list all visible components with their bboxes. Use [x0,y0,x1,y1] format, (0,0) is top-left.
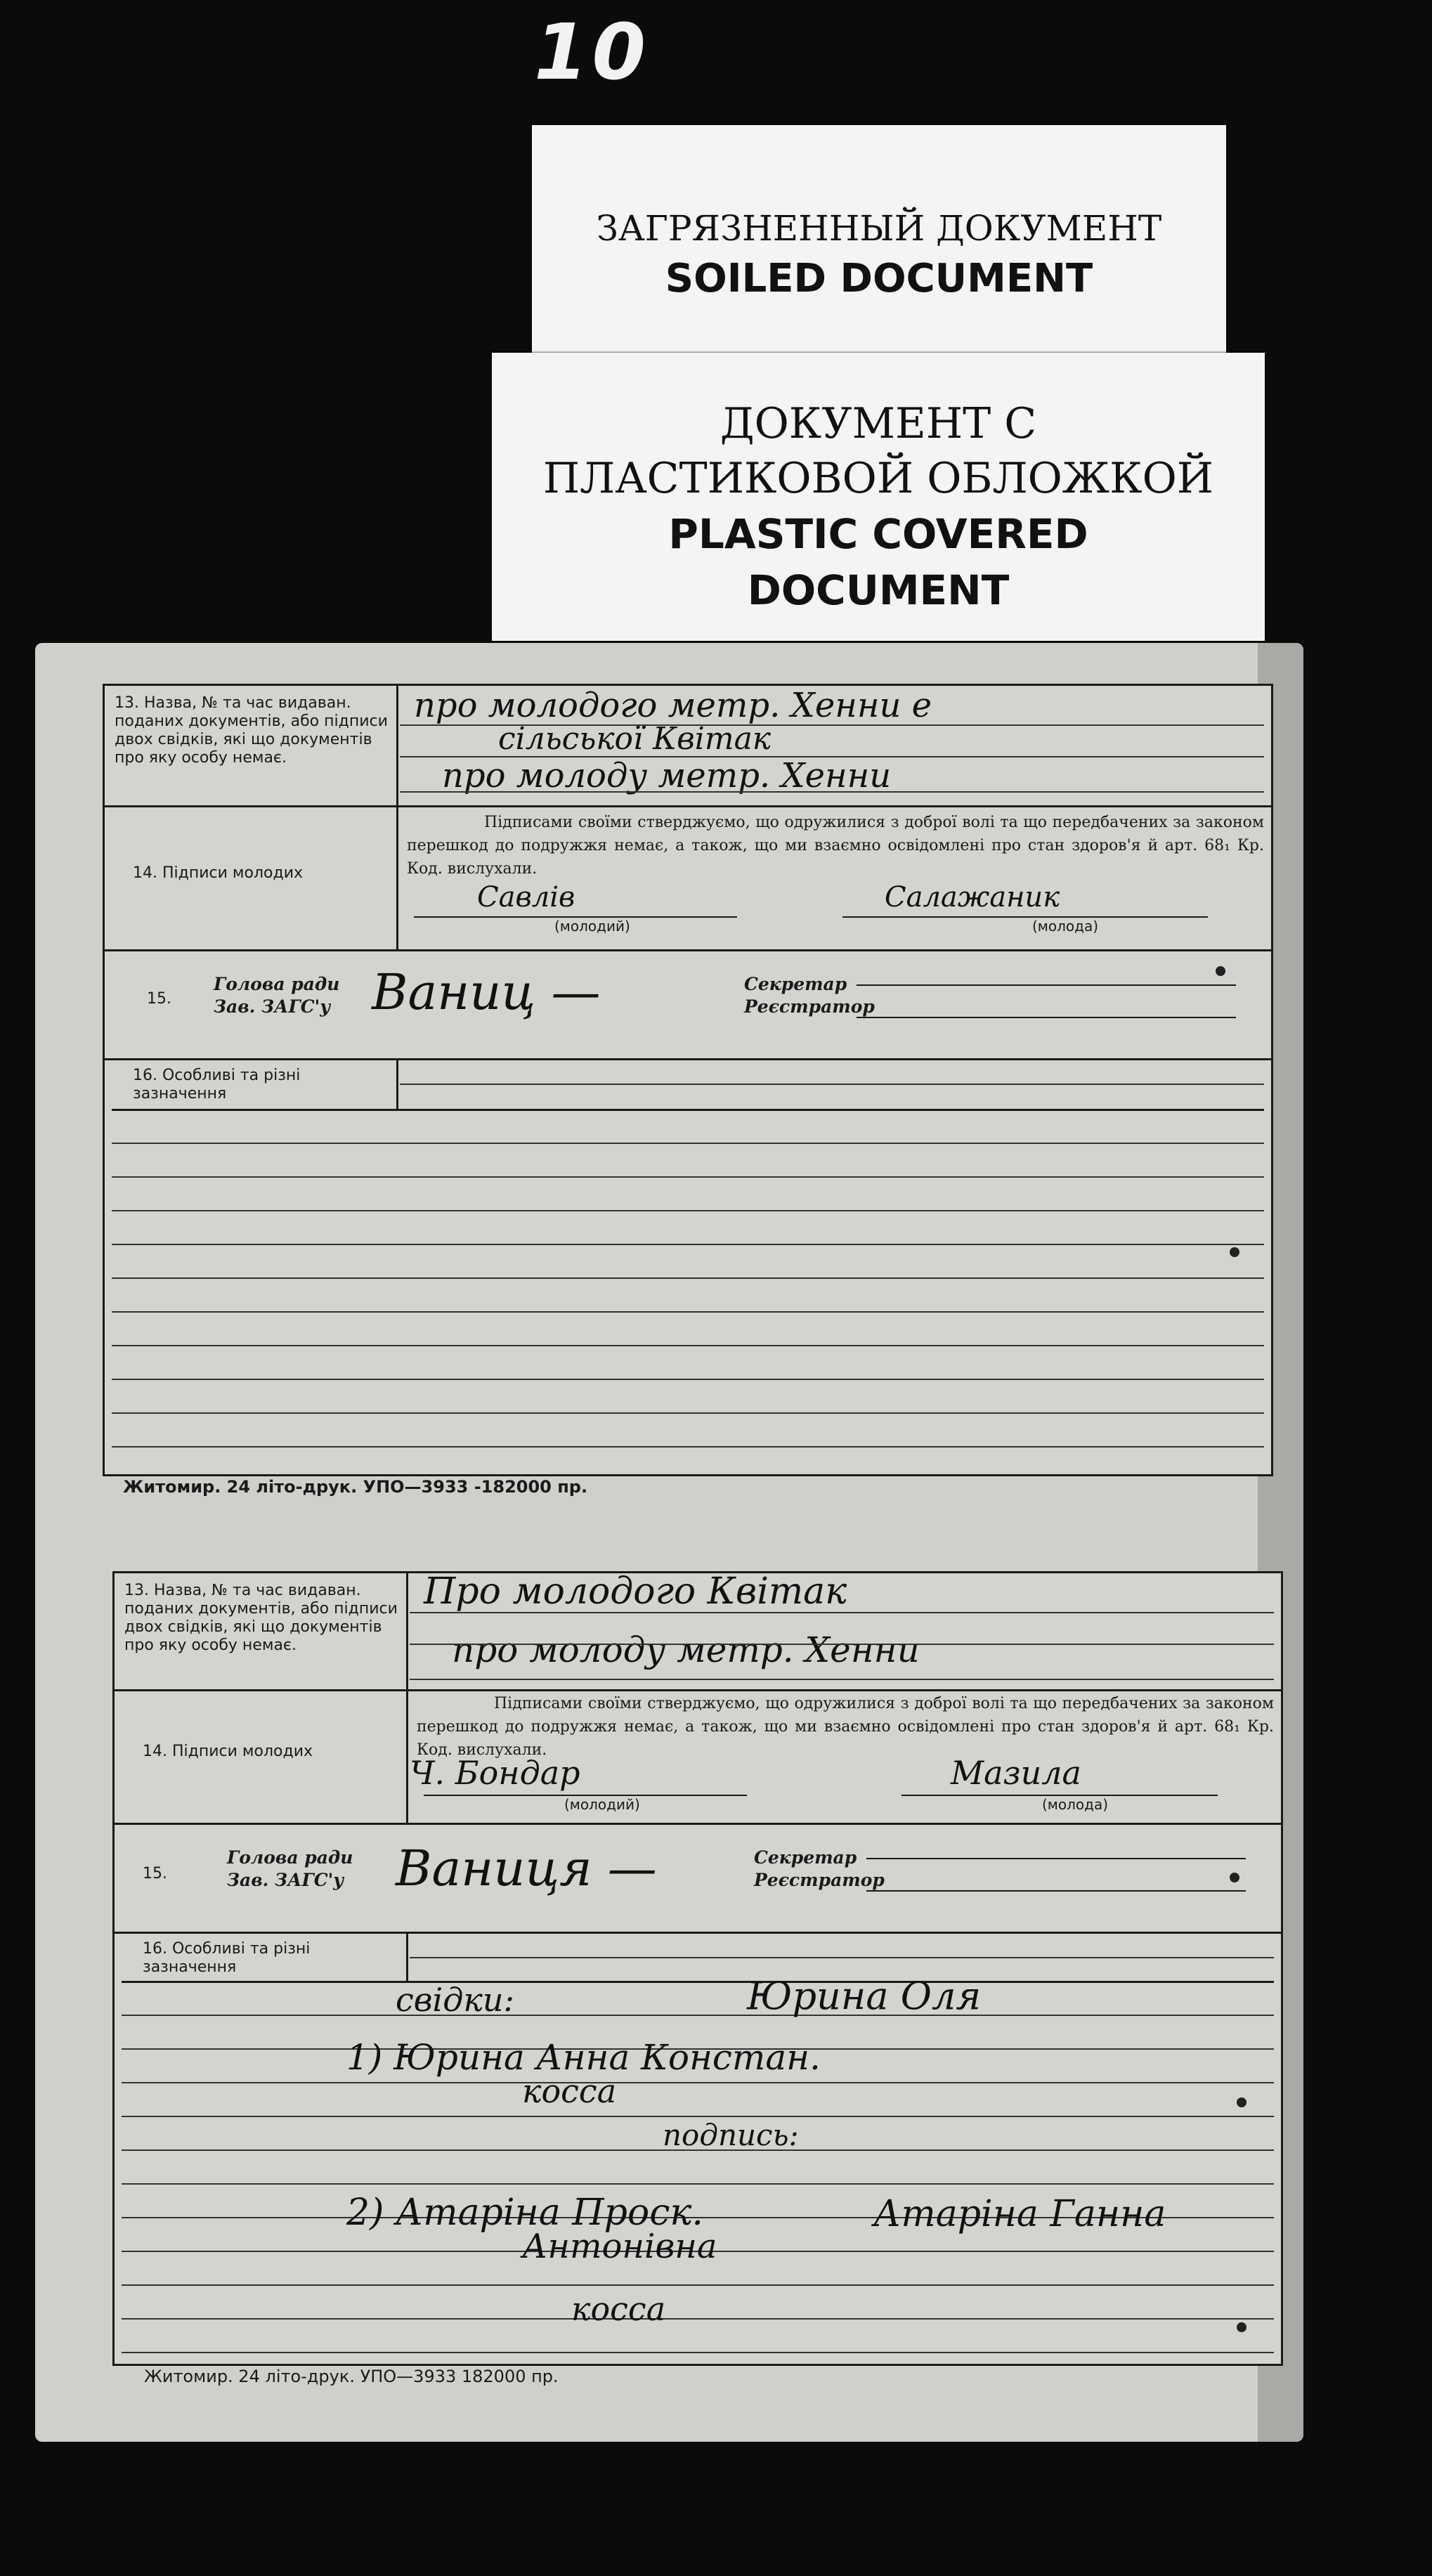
role-secretary: Секретар [744,974,847,994]
witness-2-note: косса [571,2290,666,2328]
witness-2: 2) Атаріна Проск. [346,2192,703,2234]
consent-statement: Підписами своїми стверджуємо, що одружилися з доброї волі та що передбачених за законом перешкод до подружжя немає, а також, що ми взаємно освідомлені про стан здоров'я й арт. 68₁ Кр. Код. вислухали. [407,814,1264,878]
groom-signature: Ч. Бондар [410,1754,580,1792]
handwriting-line: Про молодого Квітак [424,1570,847,1613]
handwriting-line: про молоду метр. Хенни [442,756,892,795]
row-15-bottom [115,1823,1281,1934]
row-14-label: 14. Підписи молодих [133,864,304,882]
row-13-label: 13. Назва, № та час видаван. поданих документів, або підписи двох свідків, які що документів про яку особу немає. [115,694,388,767]
witness-1: 1) Юрина Анна Констан. [346,2037,821,2078]
plastic-ru-line1: ДОКУМЕНТ С [720,399,1037,448]
chair-signature: Ваниця — [396,1840,657,1897]
chair-signature: Ваниц — [372,963,601,1021]
speck [1237,2097,1247,2107]
plastic-ru-line2: ПЛАСТИКОВОЙ ОБЛОЖКОЙ [542,454,1214,503]
handwriting-line: про молодого метр. Хенни е [414,686,932,725]
speck [1230,1873,1239,1882]
row-16-top [105,1058,1271,1474]
row-14-bottom [115,1689,1281,1825]
handwriting-line: про молоду метр. Хенни [452,1629,920,1670]
plastic-covered-card [492,353,1265,641]
row-16-label: 16. Особливі та різні зазначення [133,1067,301,1102]
bride-caption: (молода) [1032,918,1099,935]
row-13-bottom [115,1570,1281,1691]
print-footer-top: Житомир. 24 літо-друк. УПО—3933 -182000 пр. [123,1477,588,1497]
groom-caption: (молодий) [564,1796,640,1813]
row-15-number: 15. [143,1865,167,1882]
role-chair: Голова ради [214,974,340,994]
speck [1237,2322,1247,2332]
signature-note: подпись: [663,2118,799,2152]
consent-statement: Підписами своїми стверджуємо, що одружилися з доброї волі та що передбачених за законом перешкод до подружжя немає, а також, що ми взаємно освідомлені про стан здоров'я й арт. 68₁ Кр. Код. вислухали. [417,1695,1274,1759]
plastic-en-line2: DOCUMENT [747,566,1010,614]
record-form-top [103,684,1273,1476]
row-14-label: 14. Підписи молодих [143,1743,313,1760]
role-registrar: Реєстратор [754,1870,885,1890]
speck [1216,966,1225,976]
soiled-document-card [532,125,1226,353]
handwriting-line: сільської Квітак [498,721,772,757]
plastic-en-line1: PLASTIC COVERED [668,510,1088,558]
bride-caption: (молода) [1042,1796,1109,1813]
print-footer-bottom: Житомир. 24 літо-друк. УПО—3933 182000 пр. [144,2367,559,2386]
row-13-top [105,686,1271,807]
row-16-bottom [115,1932,1281,2364]
witness-2-sig: Атаріна Ганна [873,2193,1166,2235]
witness-2-patronymic: Антонівна [522,2227,717,2266]
role-registry-head: Зав. ЗАГС'у [227,1870,344,1890]
role-chair: Голова ради [227,1847,353,1868]
bride-signature: Салажаник [885,881,1060,913]
speck [1230,1247,1239,1257]
role-registry-head: Зав. ЗАГС'у [214,996,331,1017]
groom-caption: (молодий) [554,918,630,935]
role-registrar: Реєстратор [744,996,875,1017]
witness-note: Юрина Оля [747,1974,982,2018]
bride-signature: Мазила [951,1754,1081,1792]
groom-signature: Савлів [477,881,575,913]
record-form-bottom [112,1571,1283,2366]
row-14-top [105,805,1271,951]
frame-number: 10 [534,7,651,97]
witness-1-note: косса [522,2072,617,2110]
soiled-ru-label: ЗАГРЯЗНЕННЫЙ ДОКУМЕНТ [596,208,1162,249]
row-15-number: 15. [147,990,171,1008]
witnesses-heading: свідки: [396,1981,514,2019]
soiled-en-label: SOILED DOCUMENT [665,256,1093,301]
row-15-top [105,949,1271,1060]
role-secretary: Секретар [754,1847,857,1868]
row-13-label: 13. Назва, № та час видаван. поданих документів, або підписи двох свідків, які що документів про яку особу немає. [124,1582,398,1654]
row-16-label: 16. Особливі та різні зазначення [143,1940,311,1976]
